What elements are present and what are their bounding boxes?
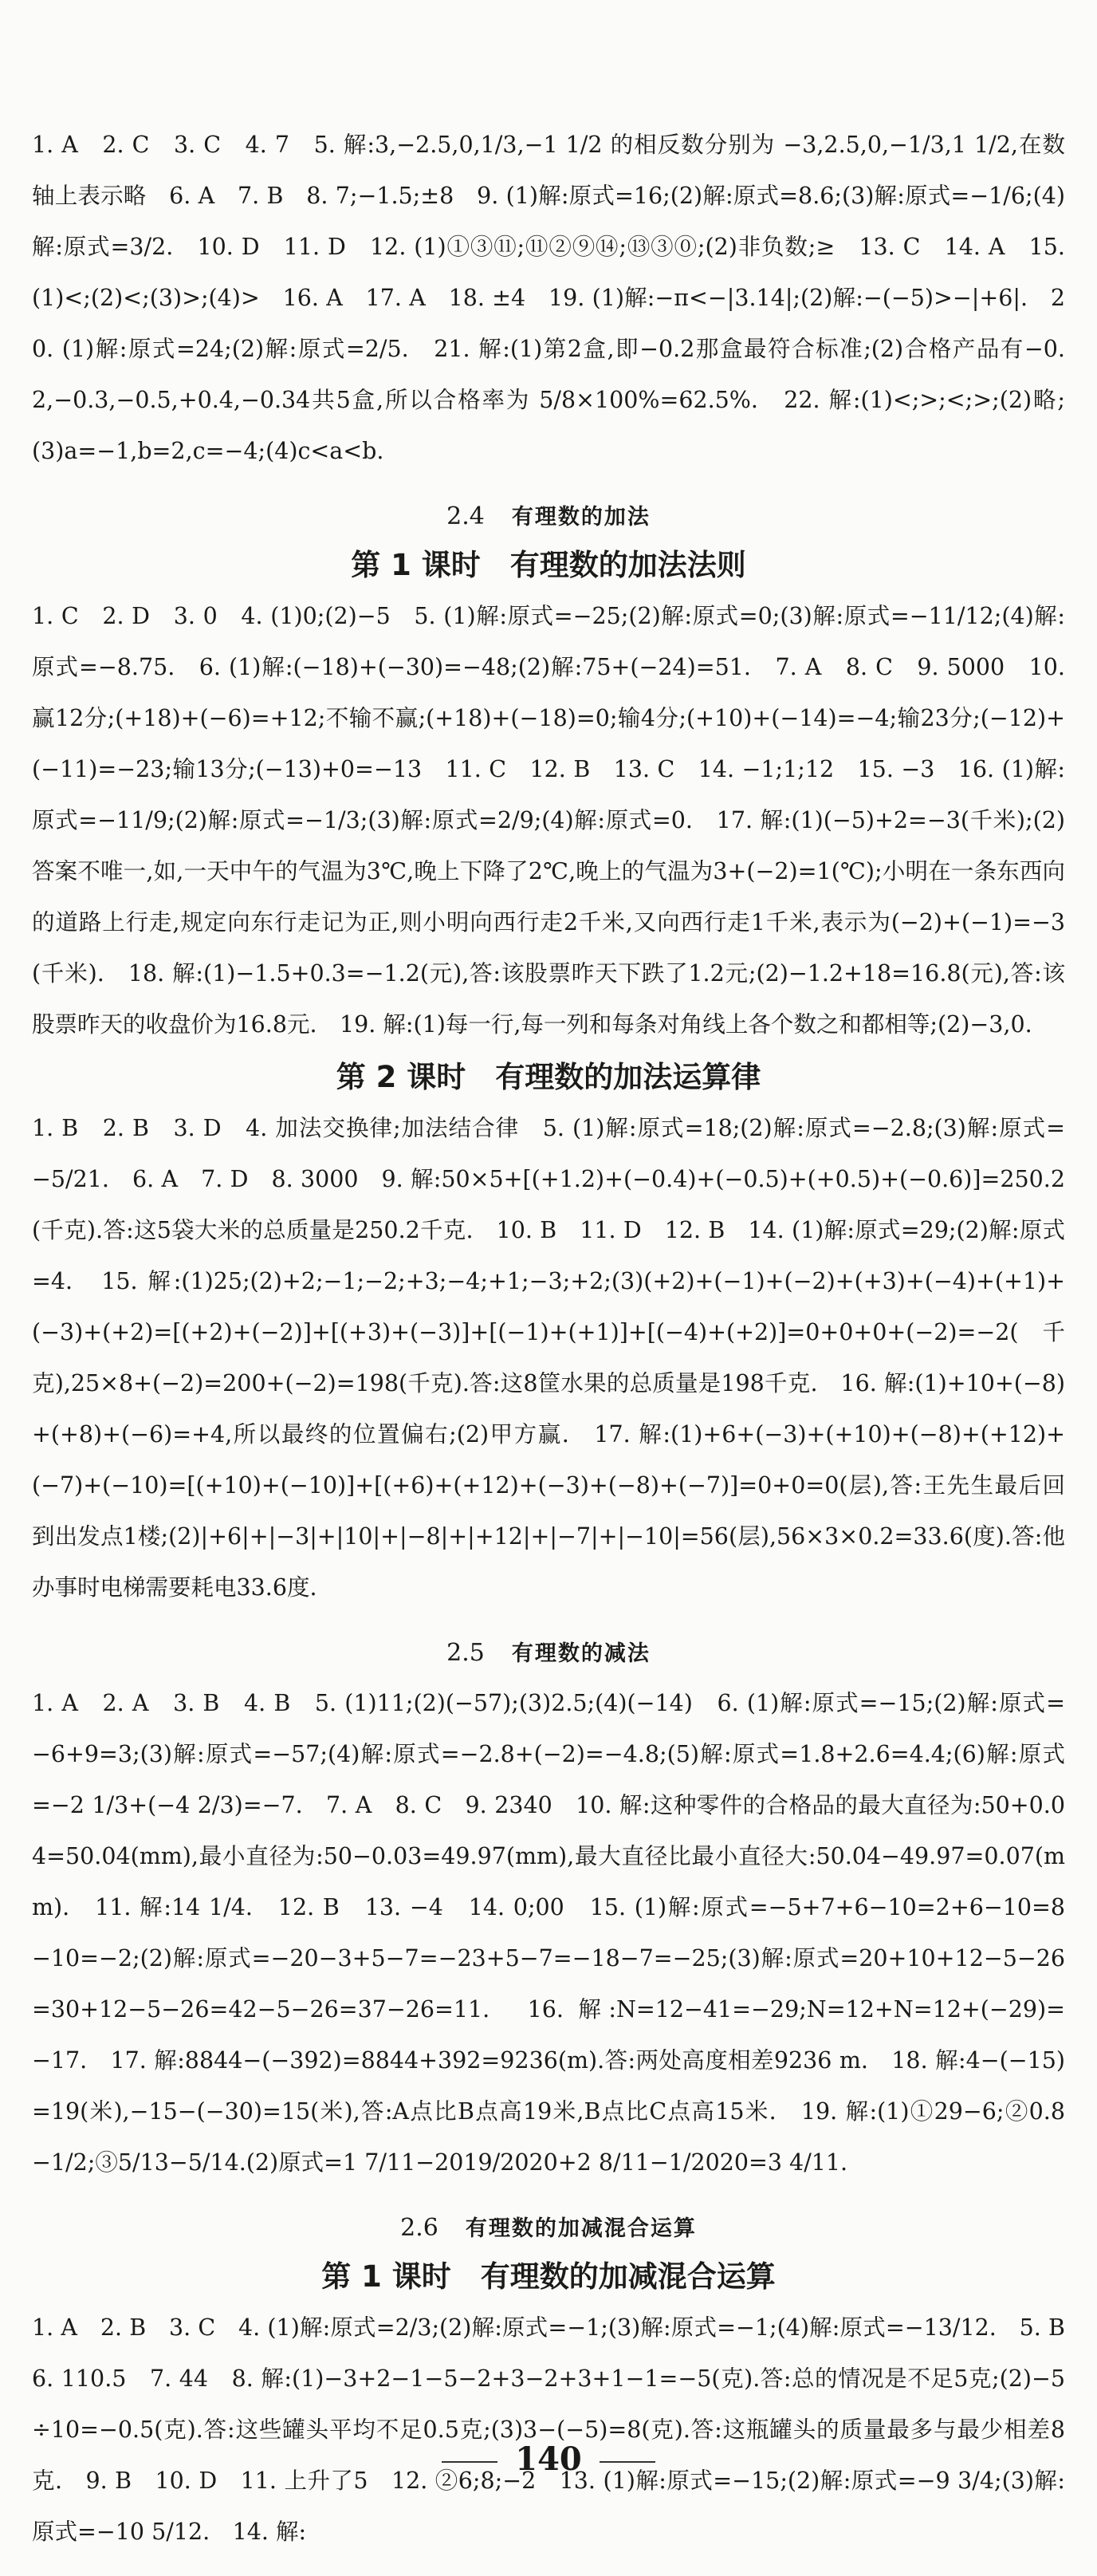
section-number: 2.6: [400, 2214, 438, 2242]
section-name: 有理数的加法: [511, 505, 651, 530]
lesson-title-2-6-1: 第 1 课时 有理数的加减混合运算: [321, 2259, 776, 2294]
answer-block-2-6-1: 1. A 2. B 3. C 4. (1)解:原式=2/3;(2)解:原式=−1;(3)解:原式=−1;(4)解:原式=−13/12. 5. B 6. 110.5 7. 44 8. 解:(1)−3+2−1−5−2+3−2+3+1−1=−5(克).答:总的情况是不足5克;(2)−5÷10=−0.5(克).答:这些罐头平均不足0.5克;(3)3−(−5)=8(克).答:这瓶罐头的质量最多与最少相差8克. 9. B 10. D 11. 上升了5 12. ②6;8;−2 13. (1)解:原式=−15;(2)解:原式=−9 3/4;(3)解:原式=−10 5/12. 14. 解:: [32, 2314, 1088, 2545]
answer-block-2-4-1: 1. C 2. D 3. 0 4. (1)0;(2)−5 5. (1)解:原式=−25;(2)解:原式=0;(3)解:原式=−11/12;(4)解:原式=−8.75. 6. (1)解:(−18)+(−30)=−48;(2)解:75+(−24)=51. 7. A 8. C 9. 5000 10. 赢12分;(+18)+(−6)=+12;不输不赢;(+18)+(−18)=0;输4分;(+10)+(−14)=−4;输23分;(−12)+(−11)=−23;输13分;(−13)+0=−13 11. C 12. B 13. C 14. −1;1;12 15. −3 16. (1)解:原式=−11/9;(2)解:原式=−1/3;(3)解:原式=2/9;(4)解:原式=0. 17. 解:(1)(−5)+2=−3(千米);(2)答案不唯一,如,一天中午的气温为3℃,晚上下降了2℃,晚上的气温为3+(−2)=1(℃);小明在一条东西向的道路上行走,规定向东行走记为正,则小明向西行走2千米,又向西行走1千米,表示为(−2)+(−1)=−3(千米). 18. 解:(1)−1.5+0.3=−1.2(元),答:该股票昨天下跌了1.2元;(2)−1.2+18=16.8(元),答:该股票昨天的收盘价为16.8元. 19. 解:(1)每一行,每一列和每条对角线上各个数之和都相等;(2)−3,0.: [32, 603, 1065, 1038]
section-heading-2-4: [32, 496, 1065, 538]
section-heading-2-6: [32, 2208, 1065, 2250]
section-name: 有理数的减法: [511, 1641, 651, 1666]
lesson-title-2-4-1: 第 1 课时 有理数的加法法则: [351, 548, 746, 582]
page-number: 140: [515, 2440, 582, 2478]
answer-block-2-3: 1. A 2. C 3. C 4. 7 5. 解:3,−2.5,0,1/3,−1 1/2 的相反数分别为 −3,2.5,0,−1/3,1 1/2,在数轴上表示略 6. A 7. B 8. 7;−1.5;±8 9. (1)解:原式=16;(2)解:原式=8.6;(3)解:原式=−1/6;(4)解:原式=3/2. 10. D 11. D 12. (1)①③⑪;⑪②⑨⑭;⑬③⓪;(2)非负数;≥ 13. C 14. A 15. (1)<;(2)<;(3)>;(4)> 16. A 17. A 18. ±4 19. (1)解:−π<−|3.14|;(2)解:−(−5)>−|+6|. 20. (1)解:原式=24;(2)解:原式=2/5. 21. 解:(1)第2盒,即−0.2那盒最符合标准;(2)合格产品有−0.2,−0.3,−0.5,+0.4,−0.34共5盒,所以合格率为 5/8×100%=62.5%. 22. 解:(1)<;>;<;>;(2)略;(3)a=−1,b=2,c=−4;(4)c<a<b.: [32, 132, 1065, 464]
answer-block-2-5: 1. A 2. A 3. B 4. B 5. (1)11;(2)(−57);(3)2.5;(4)(−14) 6. (1)解:原式=−15;(2)解:原式=−6+9=3;(3)解:原式=−57;(4)解:原式=−2.8+(−2)=−4.8;(5)解:原式=1.8+2.6=4.4;(6)解:原式=−2 1/3+(−4 2/3)=−7. 7. A 8. C 9. 2340 10. 解:这种零件的合格品的最大直径为:50+0.04=50.04(mm),最小直径为:50−0.03=49.97(mm),最大直径比最小直径大:50.04−49.97=0.07(mm). 11. 解:14 1/4. 12. B 13. −4 14. 0;00 15. (1)解:原式=−5+7+6−10=2+6−10=8−10=−2;(2)解:原式=−20−3+5−7=−23+5−7=−18−7=−25;(3)解:原式=20+10+12−5−26=30+12−5−26=42−5−26=37−26=11. 16. 解:N=12−41=−29;N=12+N=12+(−29)=−17. 17. 解:8844−(−392)=8844+392=9236(m).答:两处高度相差9236 m. 18. 解:4−(−15)=19(米),−15−(−30)=15(米),答:A点比B点高19米,B点比C点高15米. 19. 解:(1)①29−6;②0.8−1/2;③5/13−5/14.(2)原式=1 7/11−2019/2020+2 8/11−1/2020=3 4/11.: [32, 1690, 1065, 2176]
answer-page: [32, 120, 1088, 2558]
page-footer: [0, 2440, 1097, 2478]
section-name: 有理数的加减混合运算: [465, 2216, 697, 2241]
section-number: 2.4: [446, 502, 485, 530]
footer-dash-right: [600, 2461, 655, 2463]
lesson-title-2-4-2: 第 2 课时 有理数的加法运算律: [336, 1060, 761, 1094]
section-heading-2-5: [32, 1633, 1065, 1675]
answer-block-2-4-2: 1. B 2. B 3. D 4. 加法交换律;加法结合律 5. (1)解:原式=18;(2)解:原式=−2.8;(3)解:原式=−5/21. 6. A 7. D 8. 3000 9. 解:50×5+[(+1.2)+(−0.4)+(−0.5)+(+0.5)+(−0.6)]=250.2(千克).答:这5袋大米的总质量是250.2千克. 10. B 11. D 12. B 14. (1)解:原式=29;(2)解:原式=4. 15. 解:(1)25;(2)+2;−1;−2;+3;−4;+1;−3;+2;(3)(+2)+(−1)+(−2)+(+3)+(−4)+(+1)+(−3)+(+2)=[(+2)+(−2)]+[(+3)+(−3)]+[(−1)+(+1)]+[(−4)+(+2)]=0+0+0+(−2)=−2(千克),25×8+(−2)=200+(−2)=198(千克).答:这8筐水果的总质量是198千克. 16. 解:(1)+10+(−8)+(+8)+(−6)=+4,所以最终的位置偏右;(2)甲方赢. 17. 解:(1)+6+(−3)+(+10)+(−8)+(+12)+(−7)+(−10)=[(+10)+(−10)]+[(+6)+(+12)+(−3)+(−8)+(−7)]=0+0=0(层),答:王先生最后回到出发点1楼;(2)|+6|+|−3|+|10|+|−8|+|+12|+|−7|+|−10|=56(层),56×3×0.2=33.6(度).答:他办事时电梯需要耗电33.6度.: [32, 1115, 1065, 1601]
section-number: 2.5: [446, 1639, 485, 1667]
footer-dash-left: [442, 2461, 497, 2463]
